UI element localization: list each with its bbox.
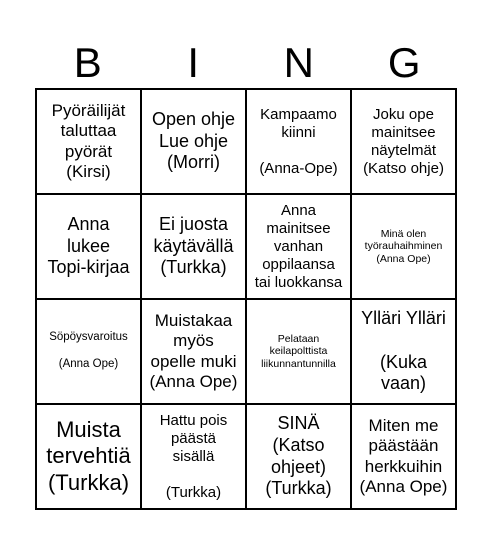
bingo-cell[interactable] bbox=[351, 299, 456, 404]
bingo-header bbox=[35, 38, 457, 88]
bingo-grid bbox=[35, 88, 457, 510]
cell-text: Hattu pois päästä sisällä (Turkka) bbox=[159, 411, 228, 501]
header-letter-i: I bbox=[187, 39, 200, 86]
bingo-cell[interactable] bbox=[246, 404, 351, 509]
cell-text: Anna lukee Topi-kirjaa bbox=[47, 214, 130, 278]
bingo-cell[interactable] bbox=[141, 194, 246, 299]
cell-text: SINÄ (Katso ohjeet) (Turkka) bbox=[265, 413, 332, 499]
bingo-cell[interactable] bbox=[351, 194, 456, 299]
bingo-cell[interactable] bbox=[141, 89, 246, 194]
cell-text: Kampaamo kiinni (Anna-Ope) bbox=[259, 105, 338, 177]
bingo-cell[interactable] bbox=[246, 194, 351, 299]
cell-text: Ylläri Ylläri (Kuka vaan) bbox=[361, 308, 446, 394]
bingo-cell[interactable] bbox=[246, 89, 351, 194]
cell-text: Muista tervehtiä (Turkka) bbox=[46, 416, 131, 495]
header-letter-n: N bbox=[283, 39, 314, 86]
cell-text: Söpöysvaroitus (Anna Ope) bbox=[49, 330, 128, 371]
bingo-cell[interactable] bbox=[351, 89, 456, 194]
bingo-cell[interactable] bbox=[351, 404, 456, 509]
header-letter-g: G bbox=[387, 39, 421, 86]
cell-text: Joku ope mainitsee näytelmät (Katso ohje) bbox=[363, 105, 444, 177]
cell-text: Open ohje Lue ohje (Morri) bbox=[151, 109, 236, 173]
bingo-cell[interactable] bbox=[36, 89, 141, 194]
bingo-cell[interactable] bbox=[141, 299, 246, 404]
cell-text: Anna mainitsee vanhan oppilaansa tai luokkansa bbox=[254, 201, 343, 291]
bingo-cell[interactable] bbox=[36, 404, 141, 509]
cell-text: Muistakaa myös opelle muki (Anna Ope) bbox=[149, 310, 238, 391]
bingo-cell[interactable] bbox=[36, 194, 141, 299]
cell-text: Minä olen työrauhaihminen (Anna Ope) bbox=[364, 227, 443, 265]
cell-text: Ei juosta käytävällä (Turkka) bbox=[153, 214, 234, 278]
bingo-cell[interactable] bbox=[141, 404, 246, 509]
bingo-cell[interactable] bbox=[246, 299, 351, 404]
bingo-cell[interactable] bbox=[36, 299, 141, 404]
cell-text: Pelataan keilapolttista liikunnantunnilla bbox=[261, 332, 336, 370]
header-letter-b: B bbox=[73, 39, 102, 86]
cell-text: Pyöräilijät taluttaa pyörät (Kirsi) bbox=[51, 100, 126, 181]
cell-text: Miten me päästään herkkuihin (Anna Ope) bbox=[359, 415, 448, 496]
